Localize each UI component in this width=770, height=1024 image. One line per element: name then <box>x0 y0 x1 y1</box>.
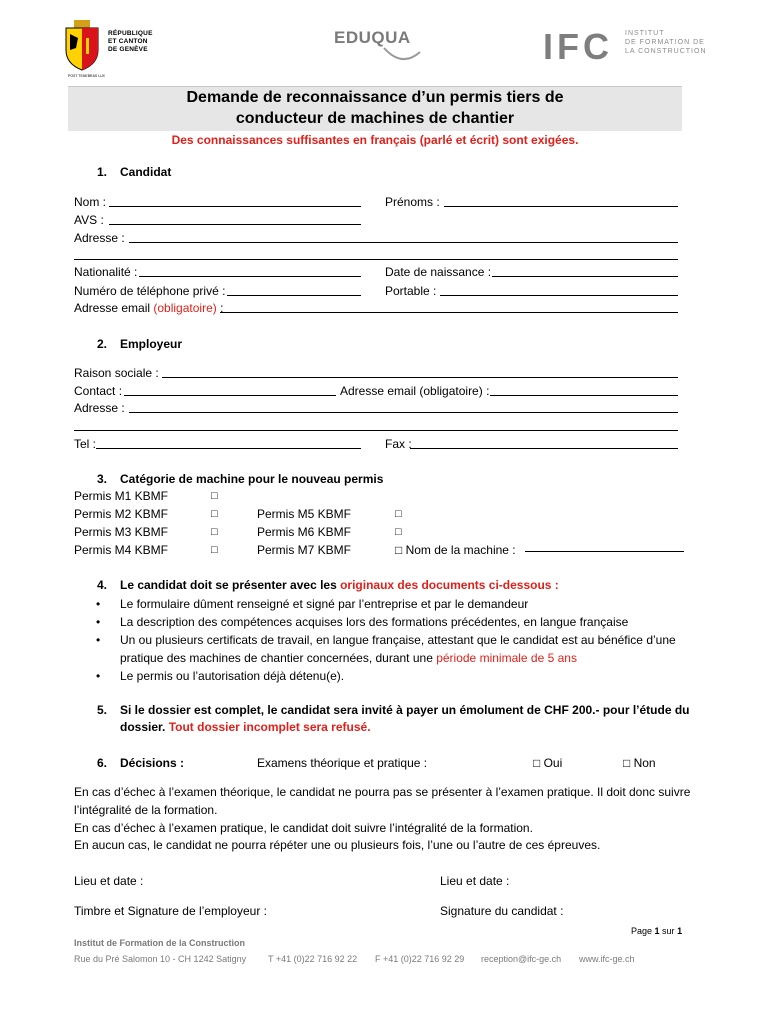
eduqua-swoosh-icon <box>382 46 422 66</box>
bullet-3-text-line1: Un ou plusieurs certificats de travail, en langue française, attestant que le candidat est au bénéfice d’une <box>120 633 676 647</box>
s2-heading: Employeur <box>120 337 183 351</box>
page-total: 1 <box>677 926 683 936</box>
s4-heading-text: Le candidat doit se présenter avec les <box>120 578 341 592</box>
ifc-line2: DE FORMATION DE <box>625 39 705 46</box>
lieu-date-employer-label: Lieu et date : <box>74 874 144 888</box>
bullet-3-text-line2-main: pratique des machines de chantier concernées, durant une <box>120 651 437 665</box>
employer-adresse-field-2[interactable] <box>74 430 678 431</box>
permis-m2-checkbox[interactable]: □ <box>211 508 218 520</box>
geneve-line2: ET CANTON <box>108 38 148 45</box>
footer-email[interactable]: reception@ifc-ge.ch <box>481 954 562 964</box>
permis-m1-label: Permis M1 KBMF <box>74 489 169 503</box>
bullet-1: • <box>96 597 101 611</box>
footer-web[interactable]: www.ifc-ge.ch <box>579 954 635 964</box>
footer-address: Rue du Pré Salomon 10 - CH 1242 Satigny <box>74 954 247 964</box>
s4-heading <box>120 578 559 592</box>
geneve-line1: RÉPUBLIQUE <box>108 30 153 37</box>
s5-line2-red: Tout dossier incomplet sera refusé. <box>168 720 371 734</box>
email-label-required: (obligatoire) <box>153 301 217 315</box>
paragraph-line3: En cas d’échec à l’examen pratique, le candidat doit suivre l’intégralité de la formation. <box>74 821 533 835</box>
s5-line2-text: dossier. <box>120 720 169 734</box>
title-line2: conducteur de machines de chantier <box>235 110 515 127</box>
non-checkbox[interactable]: □ Non <box>623 756 656 770</box>
avs-label: AVS : <box>74 213 104 227</box>
prenoms-label: Prénoms : <box>385 195 440 209</box>
nom-field[interactable] <box>109 206 361 207</box>
permis-m6-checkbox[interactable]: □ <box>395 526 402 538</box>
fax-label: Fax : <box>385 437 412 451</box>
permis-m4-label: Permis M4 KBMF <box>74 543 169 557</box>
permis-m1-checkbox[interactable]: □ <box>211 490 218 502</box>
nom-machine-checkbox-label[interactable]: □ Nom de la machine : <box>395 543 516 557</box>
email-label-text: Adresse email <box>74 301 154 315</box>
s6-num: 6. <box>97 756 108 770</box>
s4-heading-red: originaux des documents ci-dessous : <box>340 578 559 592</box>
footer-fax: F +41 (0)22 716 92 29 <box>375 954 465 964</box>
nom-label: Nom : <box>74 195 107 209</box>
email-label <box>74 301 223 315</box>
eduqua-text: EDUQUA <box>334 28 411 47</box>
nationalite-label: Nationalité : <box>74 265 138 279</box>
permis-m3-checkbox[interactable]: □ <box>211 526 218 538</box>
adresse-field[interactable] <box>129 242 678 243</box>
geneve-motto: POST TENEBRAS LUX <box>68 74 106 78</box>
oui-checkbox[interactable]: □ Oui <box>533 756 563 770</box>
telephone-label: Numéro de téléphone privé : <box>74 284 226 298</box>
s3-heading: Catégorie de machine pour le nouveau permis <box>120 472 384 486</box>
telephone-field[interactable] <box>227 295 361 296</box>
page-current: 1 <box>654 926 660 936</box>
permis-m5-checkbox[interactable]: □ <box>395 508 402 520</box>
employer-adresse-label: Adresse : <box>74 401 125 415</box>
ifc-letters: IFC <box>543 26 613 67</box>
tel-label: Tel : <box>74 437 97 451</box>
adresse-label: Adresse : <box>74 231 125 245</box>
page-mid: sur <box>659 926 678 936</box>
email-label-colon: : <box>216 301 224 315</box>
paragraph-line1: En cas d’échec à l’examen théorique, le candidat ne pourra pas se présenter à l’examen pratique. Il doit donc suivre <box>74 785 691 799</box>
permis-m5-label: Permis M5 KBMF <box>257 507 352 521</box>
bullet-3-text-line2 <box>120 651 577 665</box>
footer-tel: T +41 (0)22 716 92 22 <box>268 954 358 964</box>
s1-heading: Candidat <box>120 165 172 179</box>
raison-label: Raison sociale : <box>74 366 159 380</box>
paragraph-line4: En aucun cas, le candidat ne pourra répéter une ou plusieurs fois, l’une ou l’autre de ces épreuves. <box>74 838 601 852</box>
tel-field[interactable] <box>96 448 361 449</box>
s2-num: 2. <box>97 337 108 351</box>
employer-adresse-field[interactable] <box>129 412 678 413</box>
geneve-coat-of-arms-icon <box>62 20 102 72</box>
bullet-3-text-line2-red: période minimale de 5 ans <box>436 651 577 665</box>
nationalite-field[interactable] <box>139 276 361 277</box>
lieu-date-candidate-label: Lieu et date : <box>440 874 510 888</box>
geneve-line3: DE GENÈVE <box>108 46 148 53</box>
adresse-field-2[interactable] <box>74 259 678 260</box>
ifc-logo <box>543 26 713 70</box>
s6-heading: Décisions : <box>120 756 185 770</box>
fax-field[interactable] <box>410 448 678 449</box>
geneve-logo <box>62 20 162 80</box>
s5-line1: Si le dossier est complet, le candidat sera invité à payer un émolument de CHF 200.- pour l’étude du <box>120 703 690 717</box>
bullet-4: • <box>96 669 101 683</box>
s3-num: 3. <box>97 472 108 486</box>
page-number <box>631 926 682 936</box>
paragraph-line2: l’intégralité de la formation. <box>74 803 218 817</box>
avs-field[interactable] <box>109 224 361 225</box>
naissance-field[interactable] <box>492 276 678 277</box>
permis-m4-checkbox[interactable]: □ <box>211 544 218 556</box>
s5-line2 <box>120 720 371 734</box>
naissance-label: Date de naissance : <box>385 265 492 279</box>
language-notice: Des connaissances suffisantes en français (parlé et écrit) sont exigées. <box>171 133 579 147</box>
bullet-4-text: Le permis ou l’autorisation déjà détenu(e). <box>120 669 345 683</box>
portable-field[interactable] <box>440 295 678 296</box>
permis-m3-label: Permis M3 KBMF <box>74 525 169 539</box>
ifc-line1: INSTITUT <box>625 30 665 37</box>
permis-m7-label: Permis M7 KBMF <box>257 543 352 557</box>
eduqua-logo <box>334 22 434 66</box>
page-prefix: Page <box>631 926 655 936</box>
candidate-signature-label: Signature du candidat : <box>440 904 564 918</box>
s1-num: 1. <box>97 165 108 179</box>
s4-num: 4. <box>97 578 108 592</box>
examens-label: Examens théorique et pratique : <box>257 756 428 770</box>
prenoms-field[interactable] <box>444 206 678 207</box>
employer-signature-label: Timbre et Signature de l’employeur : <box>74 904 267 918</box>
ifc-line3: LA CONSTRUCTION <box>625 48 707 55</box>
contact-field[interactable] <box>124 395 336 396</box>
nom-machine-field[interactable] <box>525 551 684 552</box>
raison-field[interactable] <box>162 377 678 378</box>
title-line1: Demande de reconnaissance d’un permis tiers de <box>186 89 564 106</box>
s5-num: 5. <box>97 703 108 717</box>
bullet-2: • <box>96 615 101 629</box>
contact-label: Contact : <box>74 384 123 398</box>
bullet-1-text: Le formulaire dûment renseigné et signé par l’entreprise et par le demandeur <box>120 597 529 611</box>
bullet-3: • <box>96 633 101 647</box>
email-field[interactable] <box>220 312 678 313</box>
employer-email-field[interactable] <box>490 395 678 396</box>
permis-m6-label: Permis M6 KBMF <box>257 525 352 539</box>
portable-label: Portable : <box>385 284 437 298</box>
footer-org: Institut de Formation de la Construction <box>74 938 245 948</box>
permis-m2-label: Permis M2 KBMF <box>74 507 169 521</box>
employer-email-label: Adresse email (obligatoire) : <box>340 384 490 398</box>
bullet-2-text: La description des compétences acquises lors des formations précédentes, en langue française <box>120 615 629 629</box>
